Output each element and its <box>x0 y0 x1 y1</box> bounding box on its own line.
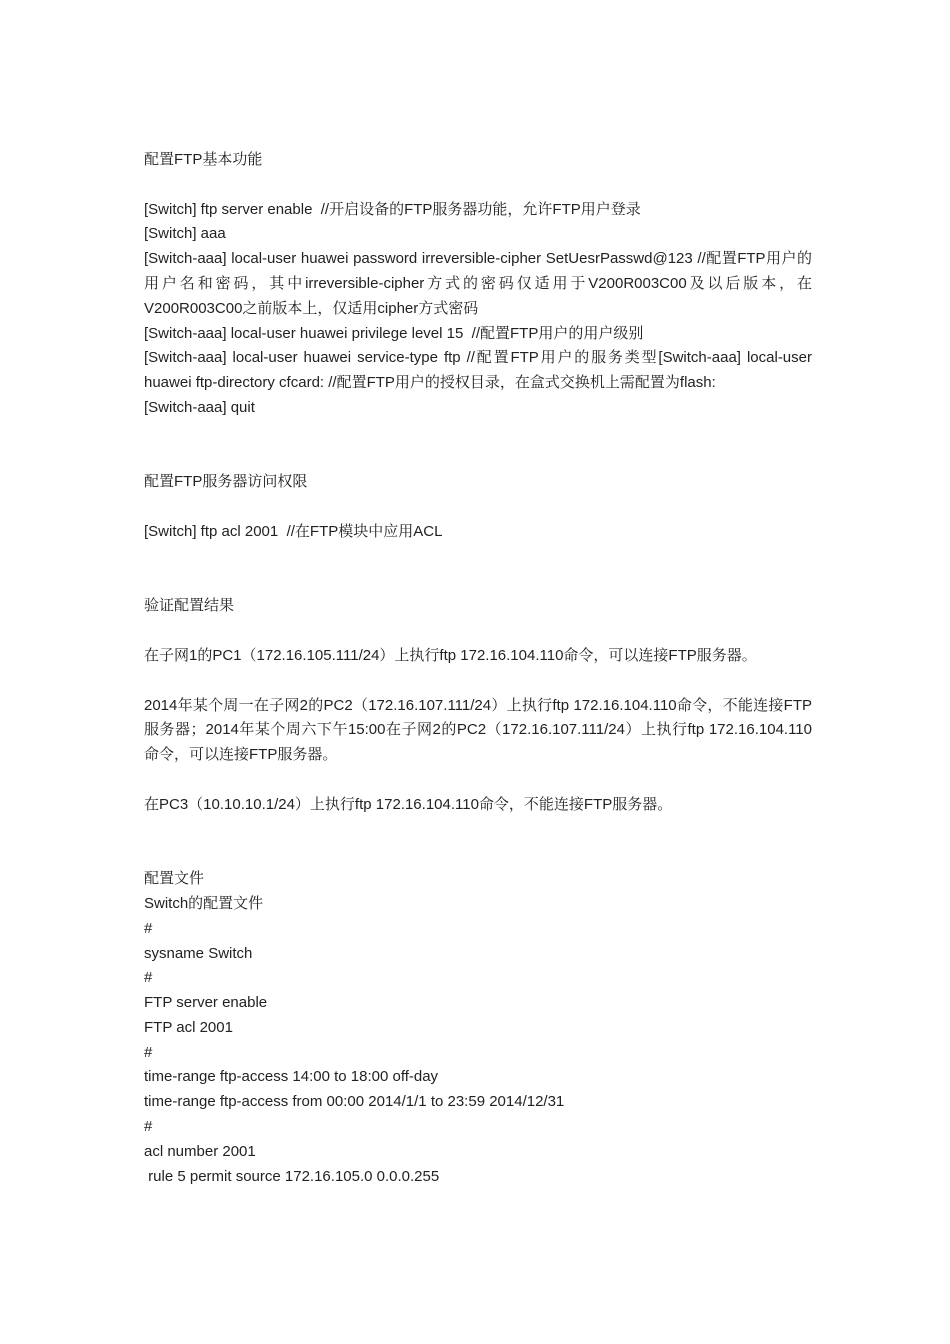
command-line: [Switch-aaa] local-user huawei password irreversible-cipher SetUesrPasswd@123 //配置FTP用户的用户名和密码，其中irreversible-cipher方式的密码仅适用于V200R003C00及以后版本，在V200R003C00之前版本上，仅适用cipher方式密码 <box>144 250 812 317</box>
config-line: # <box>144 1043 153 1061</box>
config-line: sysname Switch <box>144 944 253 962</box>
config-line: FTP server enable <box>144 994 268 1012</box>
config-line: acl number 2001 <box>144 1142 256 1160</box>
config-subheading: Switch的配置文件 <box>144 894 264 912</box>
section-heading-verify: 验证配置结果 <box>144 597 235 615</box>
verify-paragraph: 在子网1的PC1（172.16.105.111/24）上执行ftp 172.16.104.110命令，可以连接FTP服务器。 <box>144 646 757 664</box>
command-line: [Switch-aaa] local-user huawei privilege level 15 //配置FTP用户的用户级别 <box>144 324 644 342</box>
command-line: [Switch] ftp server enable //开启设备的FTP服务器功能，允许FTP用户登录 <box>144 200 641 218</box>
verify-paragraph: 在PC3（10.10.10.1/24）上执行ftp 172.16.104.110命令，不能连接FTP服务器。 <box>144 795 673 813</box>
command-line: [Switch-aaa] quit <box>144 398 255 416</box>
command-line: [Switch-aaa] local-user huawei service-type ftp //配置FTP用户的服务类型[Switch-aaa] local-user huawei ftp-directory cfcard: //配置FTP用户的授权目录，在盒式交换机上需配置为flash: <box>144 349 812 392</box>
config-line: # <box>144 969 153 987</box>
section-heading-ftp-basic: 配置FTP基本功能 <box>144 151 263 168</box>
config-line: time-range ftp-access from 00:00 2014/1/1 to 23:59 2014/12/31 <box>144 1093 565 1111</box>
config-line: # <box>144 919 153 937</box>
config-line: # <box>144 1118 153 1136</box>
document-body <box>144 148 812 1189</box>
config-line: time-range ftp-access 14:00 to 18:00 off-day <box>144 1068 439 1086</box>
section-heading-ftp-access: 配置FTP服务器访问权限 <box>144 473 308 491</box>
section-heading-config-file: 配置文件 <box>144 870 205 888</box>
config-line: FTP acl 2001 <box>144 1018 233 1036</box>
command-line: [Switch] aaa <box>144 225 226 243</box>
config-line: rule 5 permit source 172.16.105.0 0.0.0.255 <box>144 1167 440 1185</box>
verify-paragraph: 2014年某个周一在子网2的PC2（172.16.107.111/24）上执行ftp 172.16.104.110命令，不能连接FTP服务器；2014年某个周六下午15:00在子网2的PC2（172.16.107.111/24）上执行ftp 172.16.104.110命令，可以连接FTP服务器。 <box>144 696 812 764</box>
command-line: [Switch] ftp acl 2001 //在FTP模块中应用ACL <box>144 522 443 540</box>
